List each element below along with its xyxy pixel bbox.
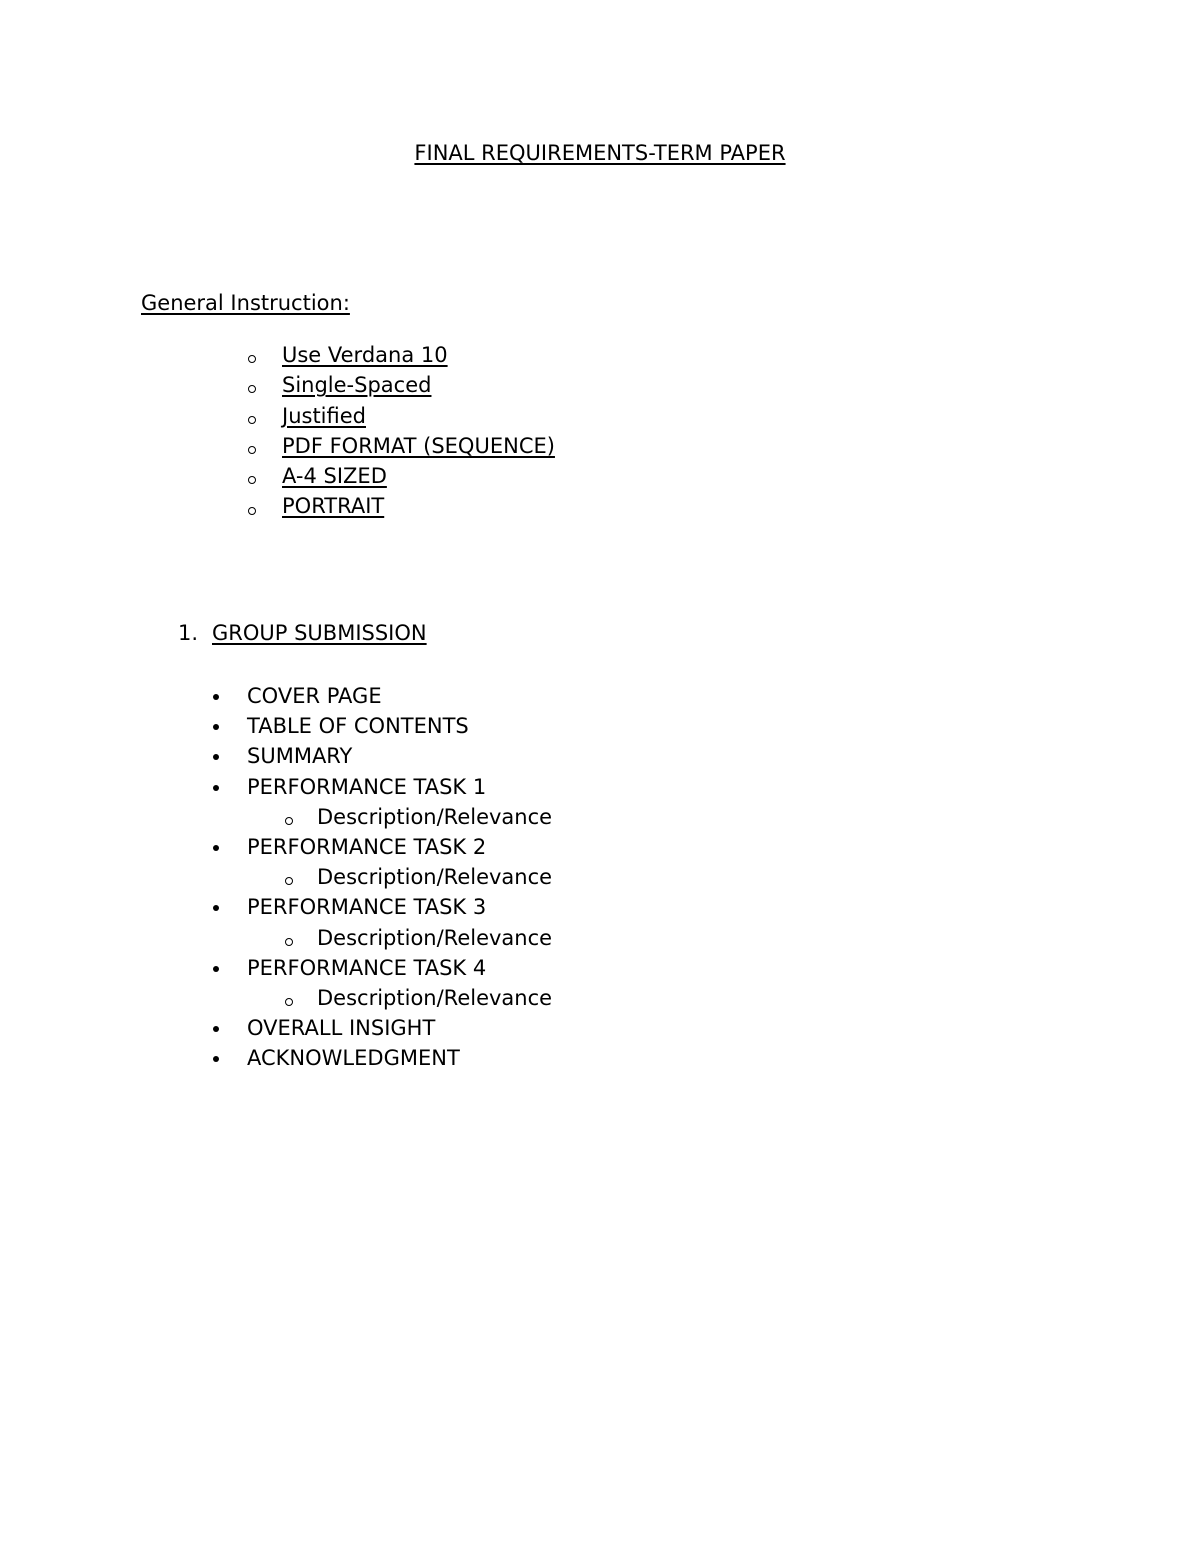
list-item-text: PERFORMANCE TASK 4: [247, 955, 487, 980]
filled-bullet-icon: [213, 694, 219, 700]
hollow-circle-bullet-icon: [248, 385, 256, 393]
filled-bullet-icon: [213, 845, 219, 851]
list-item-text: PERFORMANCE TASK 3: [247, 895, 487, 920]
section-number: 1.: [178, 621, 199, 645]
section-heading: [178, 621, 427, 645]
hollow-circle-bullet-icon: [285, 817, 293, 825]
filled-bullet-icon: [213, 724, 219, 730]
list-item-text: PERFORMANCE TASK 1: [247, 774, 487, 799]
instruction-text: Use Verdana 10: [282, 343, 448, 367]
list-item-text: TABLE OF CONTENTS: [247, 714, 469, 739]
instruction-text: PORTRAIT: [282, 494, 385, 519]
filled-bullet-icon: [213, 785, 219, 791]
hollow-circle-bullet-icon: [285, 877, 293, 885]
sub-list-item-text: Description/Relevance: [317, 865, 553, 890]
list-item-text: OVERALL INSIGHT: [247, 1016, 436, 1041]
instruction-text: Single-Spaced: [282, 373, 432, 398]
hollow-circle-bullet-icon: [248, 476, 256, 484]
list-item-text: SUMMARY: [247, 744, 353, 769]
general-instruction-heading: General Instruction:: [141, 291, 350, 315]
list-item-text: COVER PAGE: [247, 684, 382, 708]
hollow-circle-bullet-icon: [285, 998, 293, 1006]
filled-bullet-icon: [213, 754, 219, 760]
list-item-text: ACKNOWLEDGMENT: [247, 1046, 460, 1071]
hollow-circle-bullet-icon: [248, 446, 256, 454]
list-item-text: PERFORMANCE TASK 2: [247, 834, 487, 859]
filled-bullet-icon: [213, 966, 219, 972]
filled-bullet-icon: [213, 1026, 219, 1032]
sub-list-item-text: Description/Relevance: [317, 985, 553, 1010]
filled-bullet-icon: [213, 1056, 219, 1062]
hollow-circle-bullet-icon: [248, 416, 256, 424]
hollow-circle-bullet-icon: [248, 507, 256, 515]
instruction-text: A-4 SIZED: [282, 464, 387, 489]
hollow-circle-bullet-icon: [285, 938, 293, 946]
hollow-circle-bullet-icon: [248, 355, 256, 363]
section-title: GROUP SUBMISSION: [212, 621, 427, 645]
filled-bullet-icon: [213, 905, 219, 911]
sub-list-item-text: Description/Relevance: [317, 804, 553, 829]
sub-list-item-text: Description/Relevance: [317, 925, 553, 950]
instruction-text: Justified: [282, 403, 366, 428]
instruction-text: PDF FORMAT (SEQUENCE): [282, 433, 555, 458]
document-title: FINAL REQUIREMENTS-TERM PAPER: [414, 141, 786, 165]
